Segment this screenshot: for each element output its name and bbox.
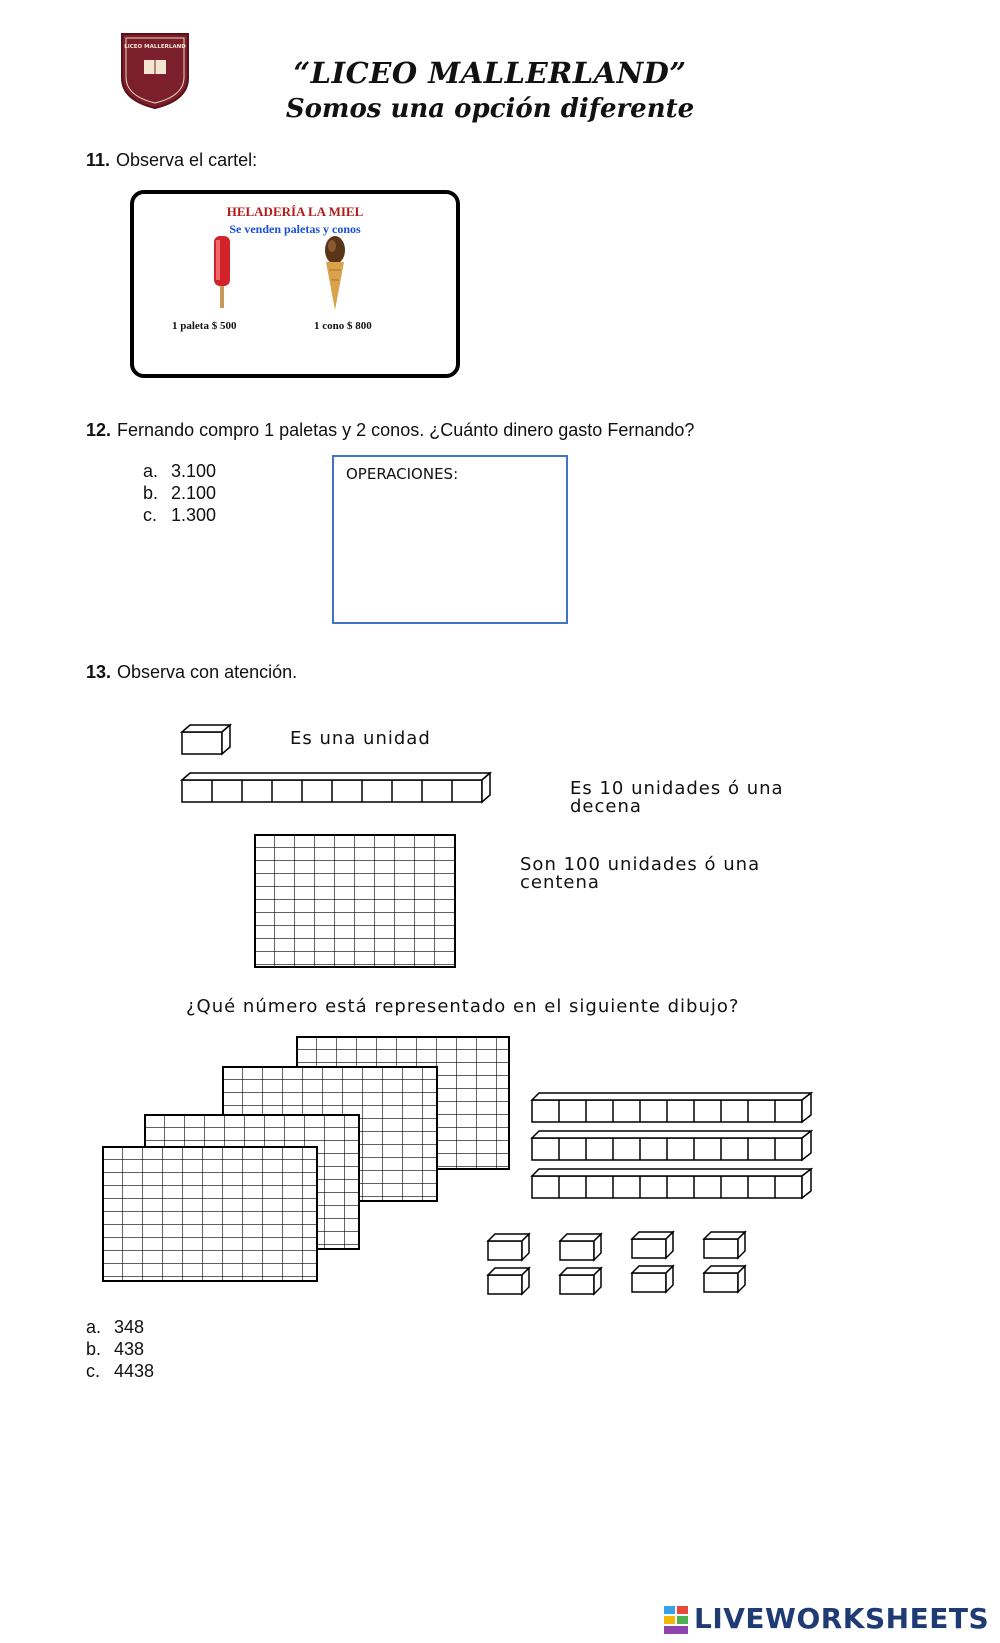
school-motto: Somos una opción diferente <box>285 94 695 124</box>
sign-title: HELADERÍA LA MIEL <box>226 204 364 219</box>
unit-label: Es una unidad <box>290 728 431 749</box>
price-paleta: 1 paleta $ 500 <box>172 320 237 332</box>
question-text: Observa el cartel: <box>116 150 258 170</box>
hundred-flat-icon <box>254 834 456 968</box>
ten-rod-icon <box>180 770 506 804</box>
option-a[interactable]: a. 348 <box>86 1317 145 1337</box>
question-12 <box>86 420 694 441</box>
sign-subtitle: Se venden paletas y conos <box>229 222 361 236</box>
ice-cream-sign <box>130 190 460 378</box>
question-number: 11. <box>86 150 111 170</box>
ten-rod-2 <box>530 1128 820 1162</box>
ten-rod-3 <box>530 1166 820 1200</box>
liveworksheets-brand: LIVEWORKSHEETS <box>694 1602 990 1635</box>
liveworksheets-logo-icon <box>664 1606 690 1634</box>
unit-cube-icon <box>180 722 242 756</box>
question-text: Observa con atención. <box>117 662 298 682</box>
unit-cube-3 <box>630 1230 678 1260</box>
popsicle-icon <box>212 234 232 310</box>
question-11 <box>86 150 257 171</box>
school-crest-logo <box>118 30 192 110</box>
representation-question: ¿Qué número está representado en el siguiente dibujo? <box>186 996 740 1017</box>
question-number: 12. <box>86 420 112 440</box>
question-13-options <box>86 1316 154 1382</box>
unit-cube-8 <box>702 1264 750 1294</box>
unit-cube-2 <box>558 1232 606 1262</box>
svg-text:LICEO MALLERLAND: LICEO MALLERLAND <box>124 44 186 50</box>
operations-box[interactable] <box>332 455 568 624</box>
operations-label: OPERACIONES: <box>346 465 459 483</box>
question-12-options <box>143 460 216 526</box>
unit-cube-1 <box>486 1232 534 1262</box>
unit-cube-4 <box>702 1230 750 1260</box>
question-number: 13. <box>86 662 112 682</box>
ten-label: Es 10 unidades ó una decena <box>570 778 784 817</box>
option-c[interactable]: c. 1.300 <box>143 505 217 525</box>
question-13 <box>86 662 297 683</box>
option-b[interactable]: b. 438 <box>86 1339 145 1359</box>
option-b[interactable]: b. 2.100 <box>143 483 217 503</box>
ice-cream-cone-icon <box>322 234 348 312</box>
school-name: “LICEO MALLERLAND” <box>293 56 687 90</box>
unit-cube-5 <box>486 1266 534 1296</box>
hundred-label: Son 100 unidades ó una centena <box>520 854 761 893</box>
option-c[interactable]: c. 4438 <box>86 1361 155 1381</box>
option-a[interactable]: a. 3.100 <box>143 461 217 481</box>
price-cono: 1 cono $ 800 <box>314 320 372 332</box>
unit-cube-7 <box>630 1264 678 1294</box>
hundred-flat-1 <box>102 1146 318 1282</box>
question-text: Fernando compro 1 paletas y 2 conos. ¿Cuánto dinero gasto Fernando? <box>117 420 695 440</box>
ten-rod-1 <box>530 1090 820 1124</box>
unit-cube-6 <box>558 1266 606 1296</box>
